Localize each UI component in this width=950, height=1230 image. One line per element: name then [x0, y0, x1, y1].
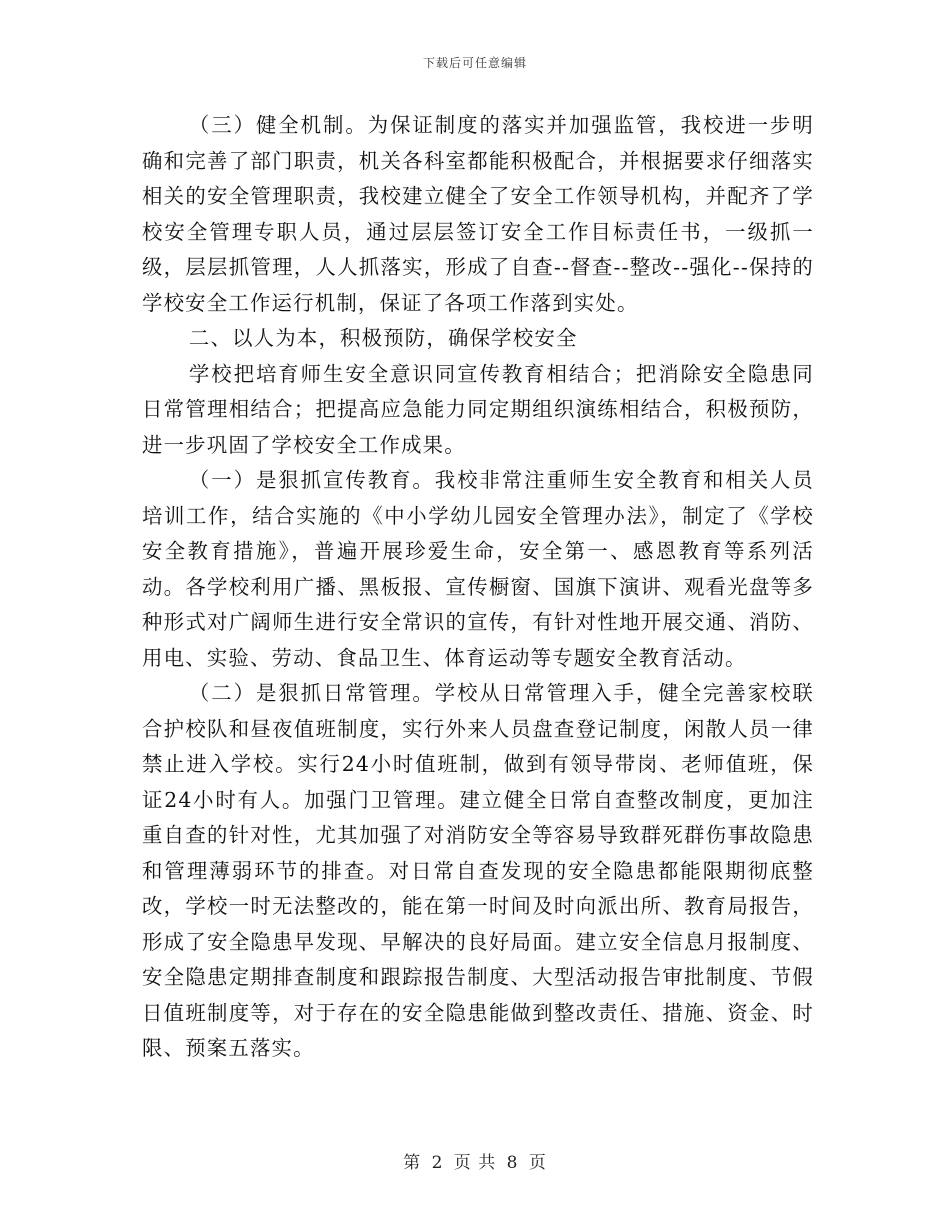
- paragraph-mechanism: （三）健全机制。为保证制度的落实并加强监管，我校进一步明确和完善了部门职责，机关各科室都能积极配合，并根据要求仔细落实相关的安全管理职责，我校建立健全了安全工作领导机构，并配齐了学校安全管理专职人员，通过层层签订安全工作目标责任书，一级抓一级，层层抓管理，人人抓落实，形成了自查--督查--整改--强化--保持的学校安全工作运行机制，保证了各项工作落到实处。: [142, 113, 814, 315]
- footer-middle: 页 共: [453, 1153, 497, 1173]
- footer-suffix: 页: [528, 1153, 547, 1173]
- footer-current-page: 2: [431, 1153, 444, 1173]
- footer-prefix: 第: [403, 1153, 422, 1173]
- page-footer: [0, 1148, 950, 1173]
- paragraph-daily-management: （二）是狠抓日常管理。学校从日常管理入手，健全完善家校联合护校队和昼夜值班制度，实行外来人员盘查登记制度，闲散人员一律禁止进入学校。实行24小时值班制，做到有领导带岗、老师值班，保证24小时有人。加强门卫管理。建立健全日常自查整改制度，更加注重自查的针对性，尤其加强了对消防安全等容易导致群死群伤事故隐患和管理薄弱环节的排查。对日常自查发现的安全隐患都能限期彻底整改，学校一时无法整改的，能在第一时间及时向派出所、教育局报告，形成了安全隐患早发现、早解决的良好局面。建立安全信息月报制度、安全隐患定期排查制度和跟踪报告制度、大型活动报告审批制度、节假日值班制度等，对于存在的安全隐患能做到整改责任、措施、资金、时限、预案五落实。: [142, 681, 814, 1060]
- page-header: 下载后可任意编辑: [422, 56, 527, 70]
- footer-total-pages: 8: [506, 1153, 519, 1173]
- document-body: [142, 108, 814, 1067]
- paragraph-prevention-overview: 学校把培育师生安全意识同宣传教育相结合；把消除安全隐患同日常管理相结合；把提高应急能力同定期组织演练相结合，积极预防，进一步巩固了学校安全工作成果。: [142, 361, 814, 457]
- section-heading-people-first: 二、以人为本，积极预防，确保学校安全: [188, 326, 578, 350]
- paragraph-publicity-education: （一）是狠抓宣传教育。我校非常注重师生安全教育和相关人员培训工作，结合实施的《中小学幼儿园安全管理办法》，制定了《学校安全教育措施》，普遍开展珍爱生命，安全第一、感恩教育等系列活动。各学校利用广播、黑板报、宣传橱窗、国旗下演讲、观看光盘等多种形式对广阔师生进行安全常识的宣传，有针对性地开展交通、消防、用电、实验、劳动、食品卫生、体育运动等专题安全教育活动。: [142, 468, 814, 670]
